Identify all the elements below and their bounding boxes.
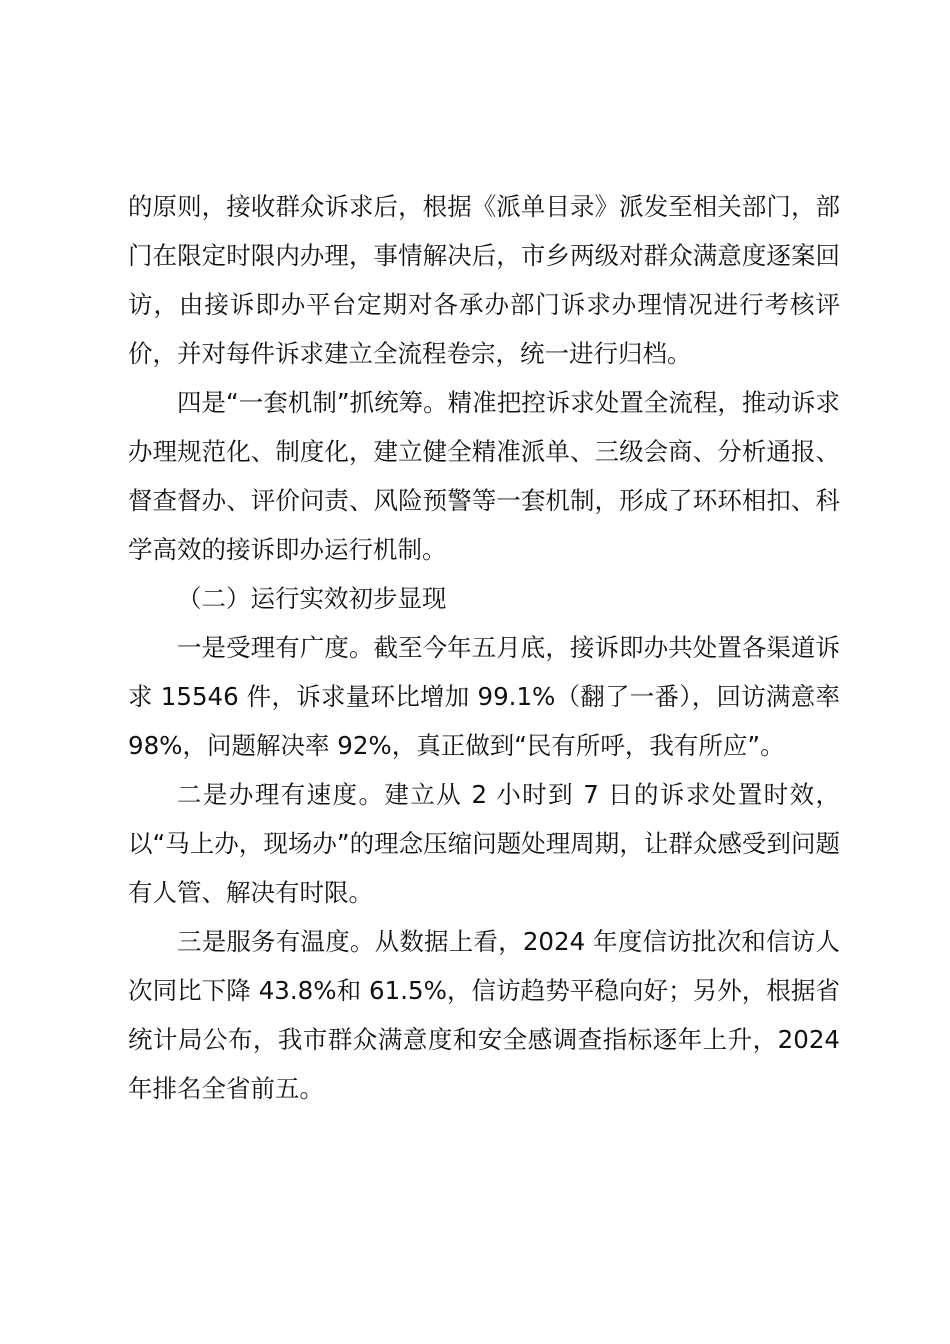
paragraph-mechanism: 四是“一套机制”抓统筹。精准把控诉求处置全流程，推动诉求办理规范化、制度化，建立健全精准派单、三级会商、分析通报、督查督办、评价问责、风险预警等一套机制，形成了环环相扣、科学高效的接诉即办运行机制。	[128, 388, 840, 564]
section-heading: （二）运行实效初步显现	[177, 584, 447, 613]
paragraph-continuation: 的原则，接收群众诉求后，根据《派单目录》派发至相关部门，部门在限定时限内办理，事情解决后，市乡两级对群众满意度逐案回访，由接诉即办平台定期对各承办部门诉求办理情况进行考核评价，并对每件诉求建立全流程卷宗，统一进行归档。	[128, 192, 840, 368]
paragraph-warmth: 三是服务有温度。从数据上看，2024 年度信访批次和信访人次同比下降 43.8%和 61.5%，信访趋势平稳向好；另外，根据省统计局公布，我市群众满意度和安全感调查指标逐年上升，2024 年排名全省前五。	[128, 927, 840, 1103]
paragraph-breadth: 一是受理有广度。截至今年五月底，接诉即办共处置各渠道诉求 15546 件，诉求量环比增加 99.1%（翻了一番），回访满意率 98%，问题解决率 92%，真正做到“民有所呼，我有所应”。	[128, 633, 840, 760]
document-body	[128, 182, 840, 1113]
paragraph-speed: 二是办理有速度。建立从 2 小时到 7 日的诉求处置时效，以“马上办，现场办”的理念压缩问题处理周期，让群众感受到问题有人管、解决有时限。	[128, 780, 840, 907]
